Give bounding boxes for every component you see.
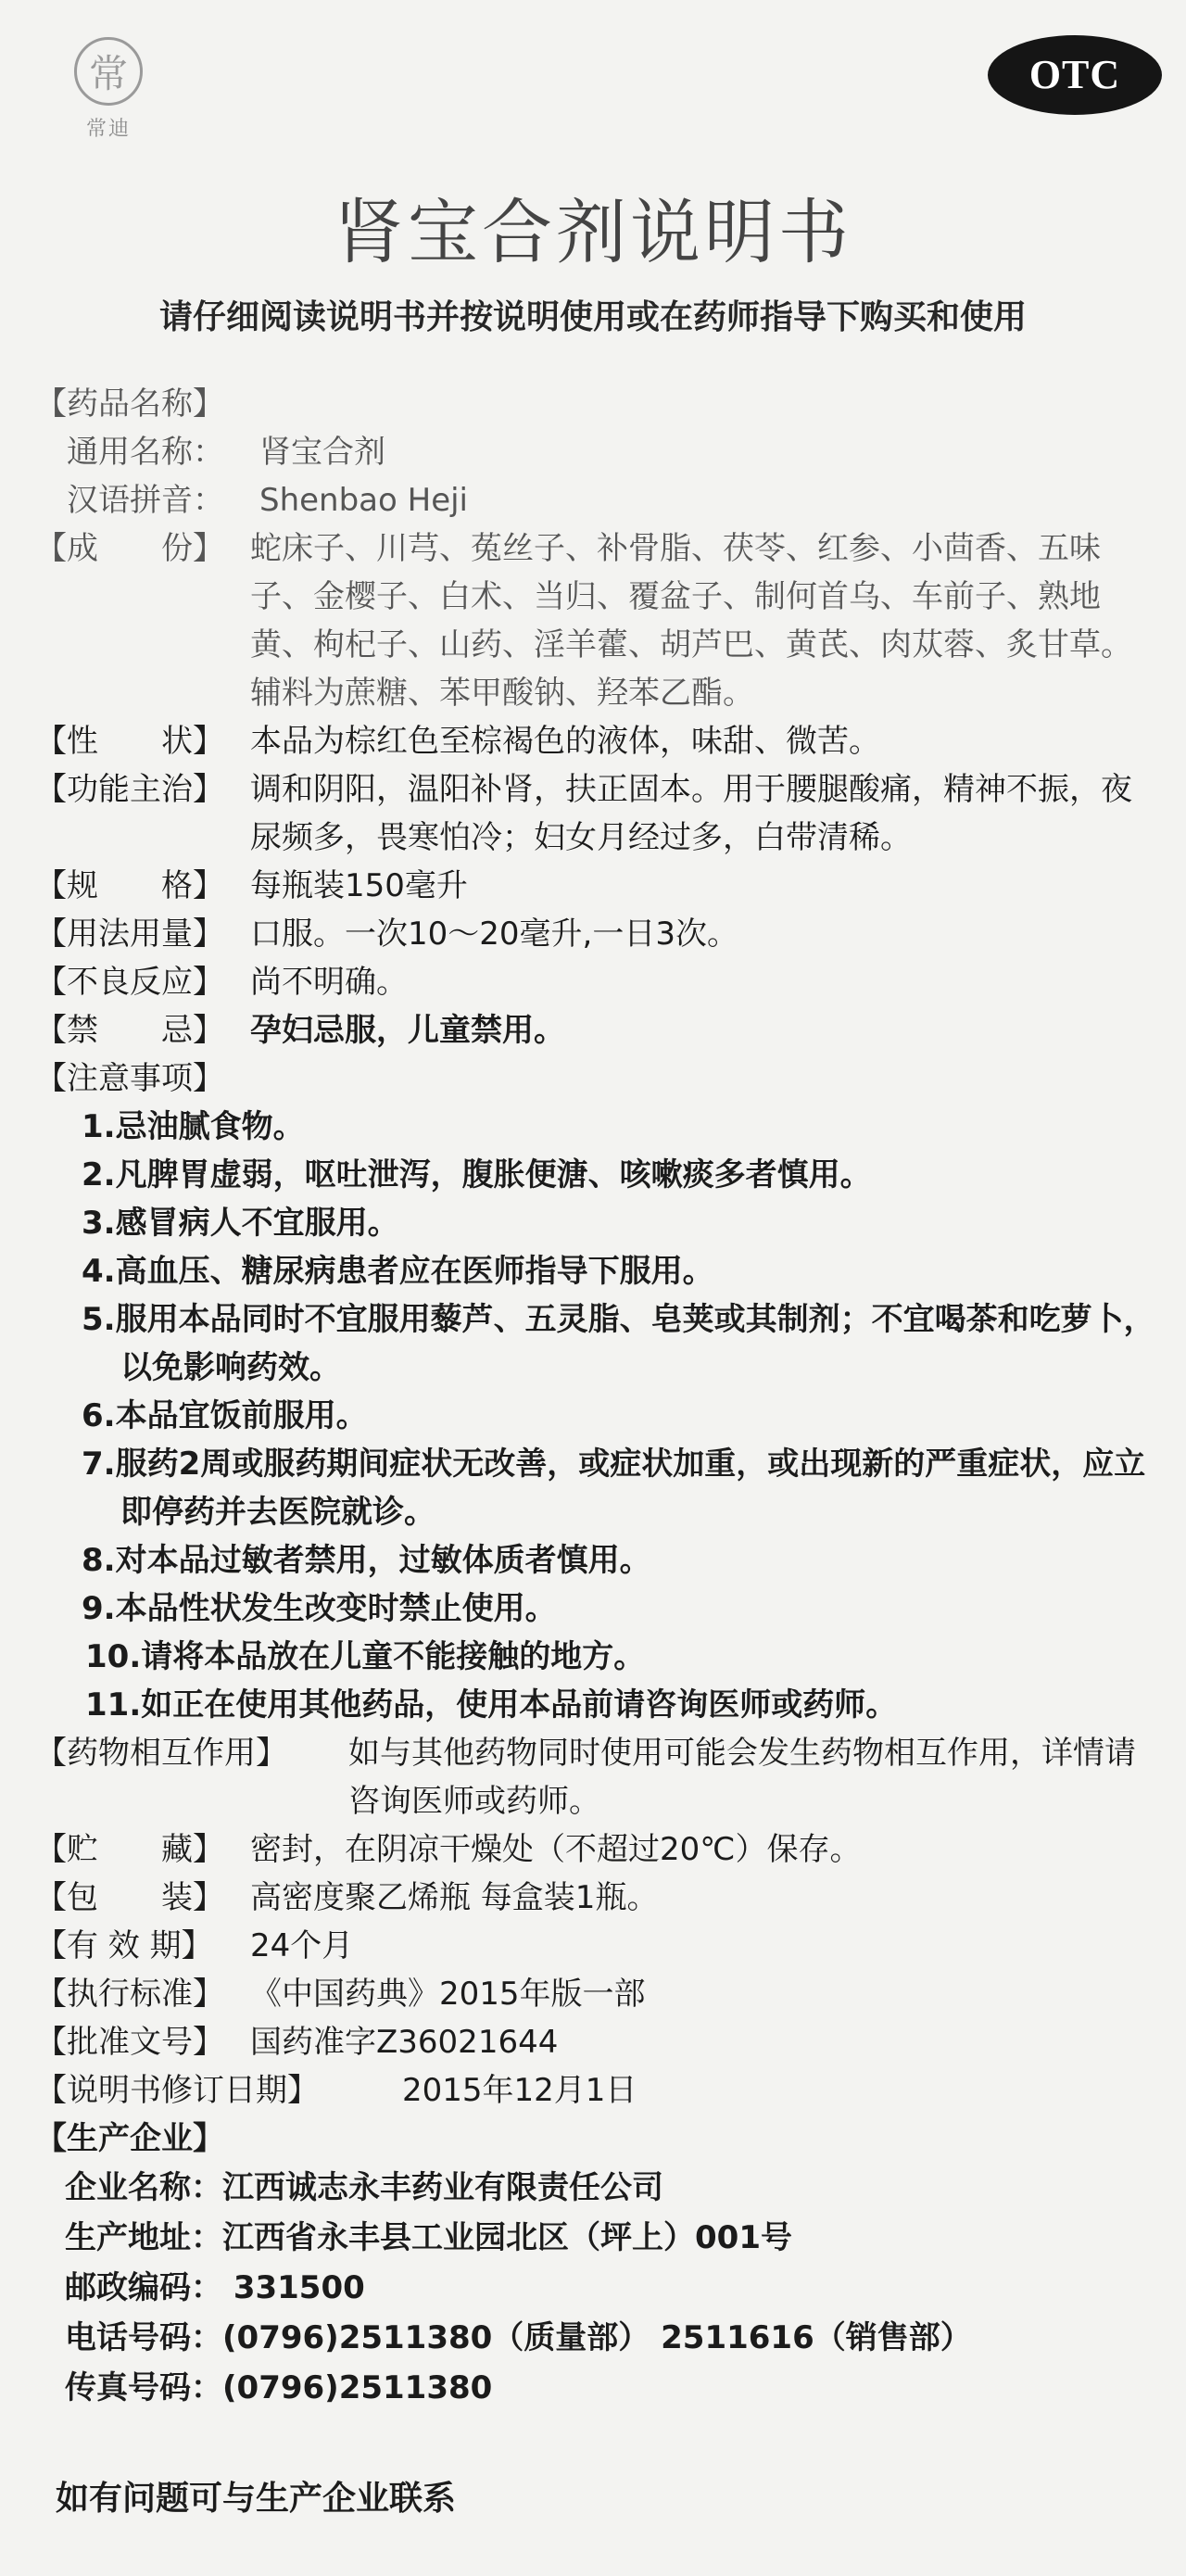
approval-text: 国药准字Z36021644	[250, 2024, 559, 2061]
dosage-label: 【用法用量】	[35, 915, 224, 953]
generic-name-value: 肾宝合剂	[259, 434, 385, 471]
precautions-list	[35, 1103, 1156, 1729]
revision-date-label: 【说明书修订日期】	[35, 2072, 319, 2109]
precaution-item-3: 3.感冒病人不宜服用。	[82, 1205, 399, 1242]
specification-row	[35, 862, 1156, 910]
pinyin-row	[35, 476, 1156, 524]
properties-label: 【性 状】	[35, 723, 224, 760]
precaution-item-8: 8.对本品过敏者禁用，过敏体质者慎用。	[82, 1542, 651, 1579]
contraindications-label: 【禁 忌】	[35, 1012, 224, 1049]
otc-badge: OTC	[988, 35, 1162, 115]
interactions-text: 如与其他药物同时使用可能会发生药物相互作用，详情请咨询医师或药师。	[348, 1735, 1136, 1820]
drug-name-label: 【药品名称】	[35, 385, 224, 423]
validity-text: 24个月	[250, 1927, 354, 1964]
interactions-row	[35, 1729, 1156, 1825]
manufacturer-section	[35, 2115, 1156, 2163]
pinyin-value: Shenbao Heji	[259, 482, 469, 519]
manufacturer-label: 【生产企业】	[35, 2120, 224, 2157]
specification-label: 【规 格】	[35, 867, 224, 904]
validity-label: 【有 效 期】	[35, 1927, 213, 1964]
indications-row	[35, 765, 1156, 862]
adverse-reactions-label: 【不良反应】	[35, 964, 224, 1001]
indications-label: 【功能主治】	[35, 771, 224, 808]
dosage-text: 口服。一次10～20毫升,一日3次。	[250, 915, 738, 953]
fax-line: 传真号码：(0796)2511380	[65, 2369, 493, 2406]
precaution-item-7: 7.服药2周或服药期间症状无改善，或症状加重，或出现新的严重症状，应立即停药并去医院就诊。	[82, 1446, 1146, 1531]
package-row	[35, 1874, 1156, 1922]
ingredients-label: 【成 份】	[35, 530, 224, 567]
package-text: 高密度聚乙烯瓶 每盒装1瓶。	[250, 1879, 659, 1916]
adverse-reactions-text: 尚不明确。	[250, 964, 408, 1001]
brand-name: 常迪	[85, 118, 131, 141]
generic-name-label: 通用名称：	[67, 434, 224, 471]
standard-label: 【执行标准】	[35, 1976, 224, 2013]
pinyin-label: 汉语拼音：	[67, 482, 224, 519]
brand-seal-icon: 常	[74, 37, 143, 106]
properties-row	[35, 717, 1156, 765]
generic-name-row	[35, 428, 1156, 476]
document-title: 肾宝合剂说明书	[334, 191, 852, 273]
drug-name-section	[35, 380, 1156, 428]
package-label: 【包 装】	[35, 1879, 224, 1916]
contact-note: 如有问题可与生产企业联系	[56, 2480, 457, 2518]
contraindications-row	[35, 1006, 1156, 1054]
precaution-item-6: 6.本品宜饭前服用。	[82, 1397, 368, 1434]
storage-label: 【贮 藏】	[35, 1831, 224, 1868]
storage-row	[35, 1825, 1156, 1874]
revision-date-text: 2015年12月1日	[402, 2072, 637, 2109]
precaution-item-11: 11.如正在使用其他药品，使用本品前请咨询医师或药师。	[85, 1686, 898, 1724]
indications-text: 调和阴阳，温阳补肾，扶正固本。用于腰腿酸痛，精神不振，夜尿频多，畏寒怕冷；妇女月经过多，白带清稀。	[250, 771, 1132, 856]
leaflet-content	[35, 380, 1156, 2413]
precautions-section	[35, 1054, 1156, 1103]
validity-row	[35, 1922, 1156, 1970]
document-subtitle: 请仔细阅读说明书并按说明使用或在药师指导下购买和使用	[158, 298, 1027, 336]
manufacturer-details	[35, 2163, 1156, 2413]
adverse-reactions-row	[35, 958, 1156, 1006]
precaution-item-2: 2.凡脾胃虚弱，呕吐泄泻，腹胀便溏、咳嗽痰多者慎用。	[82, 1156, 872, 1193]
precaution-item-5: 5.服用本品同时不宜服用藜芦、五灵脂、皂荚或其制剂；不宜喝茶和吃萝卜，以免影响药效。	[82, 1301, 1155, 1386]
postal-code-line: 邮政编码： 331500	[65, 2269, 365, 2306]
precaution-item-4: 4.高血压、糖尿病患者应在医师指导下服用。	[82, 1253, 714, 1290]
precaution-item-9: 9.本品性状发生改变时禁止使用。	[82, 1590, 557, 1627]
ingredients-row	[35, 524, 1156, 717]
storage-text: 密封，在阴凉干燥处（不超过20℃）保存。	[250, 1831, 862, 1868]
brand-logo	[67, 37, 150, 142]
precaution-item-10: 10.请将本品放在儿童不能接触的地方。	[85, 1638, 646, 1675]
approval-label: 【批准文号】	[35, 2024, 224, 2061]
phone-line: 电话号码：(0796)2511380（质量部） 2511616（销售部）	[65, 2319, 972, 2356]
contraindications-text: 孕妇忌服，儿童禁用。	[250, 1012, 565, 1049]
properties-text: 本品为棕红色至棕褐色的液体，味甜、微苦。	[250, 723, 880, 760]
standard-row	[35, 1970, 1156, 2018]
precaution-item-1: 1.忌油腻食物。	[82, 1108, 305, 1145]
revision-date-row	[35, 2066, 1156, 2115]
company-address-line: 生产地址：江西省永丰县工业园北区（坪上）001号	[65, 2219, 792, 2256]
dosage-row	[35, 910, 1156, 958]
standard-text: 《中国药典》2015年版一部	[250, 1976, 646, 2013]
approval-row	[35, 2018, 1156, 2066]
interactions-label: 【药物相互作用】	[35, 1735, 287, 1772]
company-name-line: 企业名称：江西诚志永丰药业有限责任公司	[65, 2169, 663, 2206]
precautions-label: 【注意事项】	[35, 1060, 224, 1097]
ingredients-text: 蛇床子、川芎、菟丝子、补骨脂、茯苓、红参、小茴香、五味子、金樱子、白术、当归、覆盆子、制何首乌、车前子、熟地黄、枸杞子、山药、淫羊藿、胡芦巴、黄芪、肉苁蓉、炙甘草。辅料为蔗糖、苯甲酸钠、羟苯乙酯。	[250, 530, 1132, 712]
specification-text: 每瓶装150毫升	[250, 867, 468, 904]
